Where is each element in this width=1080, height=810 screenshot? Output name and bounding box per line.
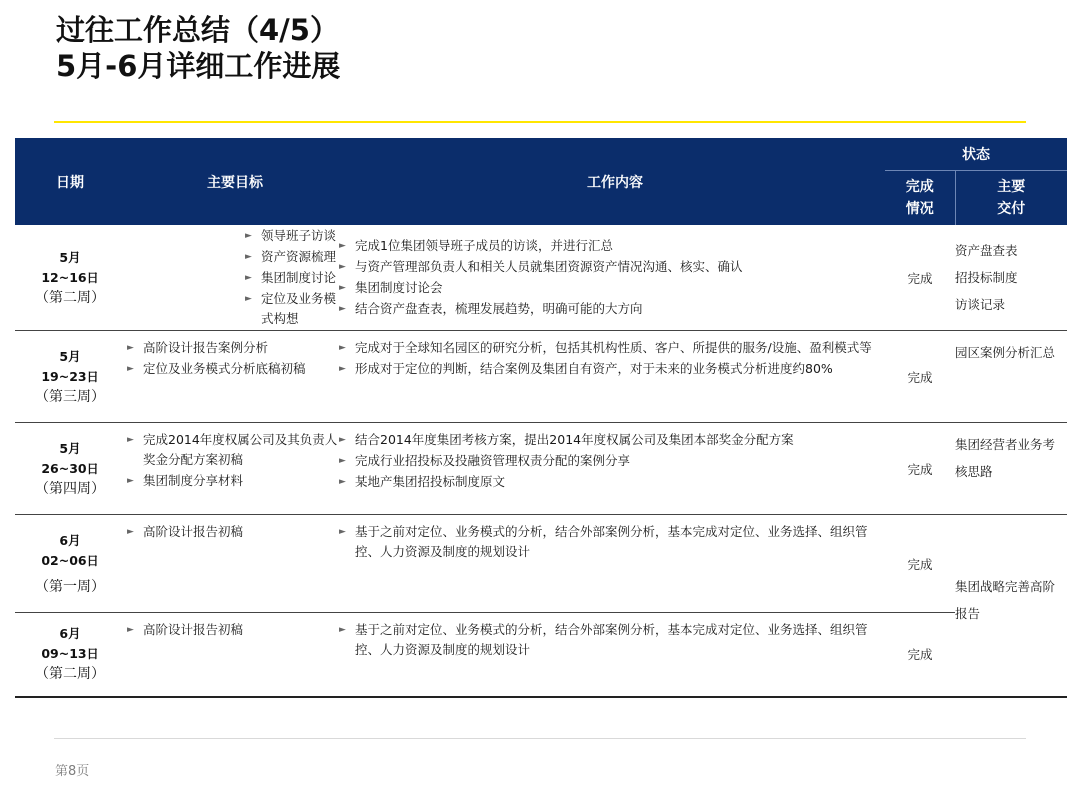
page-subtitle: 5月-6月详细工作进展	[56, 49, 341, 83]
list-item	[337, 522, 885, 562]
triangle-right-icon: ►	[339, 527, 346, 537]
list-item	[337, 338, 885, 358]
status-done: 完成	[885, 613, 955, 697]
date-range-line	[15, 367, 125, 387]
list-item	[243, 289, 345, 329]
content-text: 集团制度讨论会	[355, 280, 443, 295]
header-date: 日期	[15, 138, 125, 225]
triangle-right-icon: ►	[127, 364, 134, 374]
list-item	[337, 257, 885, 277]
list-item	[243, 268, 345, 288]
triangle-right-icon: ►	[127, 476, 134, 486]
content-cell	[339, 423, 885, 515]
progress-table	[15, 138, 1067, 698]
goal-text: 集团制度分享材料	[143, 473, 244, 488]
list-item	[243, 247, 345, 267]
content-cell	[339, 613, 885, 697]
list-item	[337, 278, 885, 298]
content-text: 基于之前对定位、业务模式的分析，结合外部案例分析，基本完成对定位、业务选择、组织管控、人力资源及制度的规划设计	[355, 524, 868, 559]
content-text: 完成行业招投标及投融资管理权责分配的案例分享	[355, 453, 631, 468]
status-done: 完成	[885, 423, 955, 515]
triangle-right-icon: ►	[245, 252, 252, 262]
triangle-right-icon: ►	[245, 231, 252, 241]
header-done-line1: 完成	[905, 179, 934, 195]
date-cell	[15, 613, 125, 697]
triangle-right-icon: ►	[339, 456, 346, 466]
date-range: 09~13	[41, 646, 87, 662]
date-range-line	[15, 644, 125, 664]
content-cell	[339, 331, 885, 423]
deliverable-item: 集团经营者业务考核思路	[955, 437, 1056, 479]
date-range: 26~30	[41, 460, 87, 476]
table-row	[15, 613, 1067, 697]
triangle-right-icon: ►	[339, 477, 346, 487]
date-range-line	[15, 268, 125, 288]
list-item	[337, 236, 885, 256]
header-done-line2: 情况	[905, 201, 934, 217]
triangle-right-icon: ►	[339, 283, 346, 293]
date-day-suffix: 日	[86, 270, 99, 285]
list-item	[125, 338, 345, 358]
list-item	[337, 451, 885, 471]
header-deliv-line1: 主要	[997, 179, 1026, 195]
page-title: 过往工作总结（4/5）	[56, 13, 339, 47]
list-item	[125, 430, 345, 470]
triangle-right-icon: ►	[339, 364, 346, 374]
goal-text: 高阶设计报告初稿	[143, 622, 244, 637]
date-week: （第一周）	[35, 578, 105, 595]
date-week: （第二周）	[35, 666, 105, 683]
page-number: 第8页	[55, 764, 90, 779]
list-item	[337, 299, 885, 319]
date-range: 02~06	[41, 552, 87, 568]
date-range-line	[15, 459, 125, 479]
date-range: 12~16	[41, 269, 87, 285]
triangle-right-icon: ►	[127, 435, 134, 445]
header-deliverables	[955, 171, 1067, 226]
list-item	[337, 430, 885, 450]
triangle-right-icon: ►	[339, 241, 346, 251]
goals-cell	[125, 613, 345, 697]
date-range: 19~23	[41, 368, 87, 384]
triangle-right-icon: ►	[127, 343, 134, 353]
content-text: 完成1位集团领导班子成员的访谈，并进行汇总	[355, 238, 613, 253]
triangle-right-icon: ►	[245, 294, 252, 304]
list-item	[337, 472, 885, 492]
list-item	[125, 359, 345, 379]
goal-text: 高阶设计报告案例分析	[143, 340, 269, 355]
date-cell	[15, 515, 125, 613]
date-week: （第三周）	[35, 388, 105, 405]
content-text: 结合资产盘查表，梳理发展趋势，明确可能的大方向	[355, 301, 643, 316]
footer-divider	[54, 738, 1026, 739]
status-done: 完成	[885, 331, 955, 423]
goals-cell	[125, 423, 345, 515]
date-range-line	[15, 551, 125, 571]
content-text: 完成对于全球知名园区的研究分析，包括其机构性质、客户、所提供的服务/设施、盈利模式等	[355, 340, 872, 355]
date-week: （第二周）	[35, 289, 105, 306]
title-block	[56, 12, 340, 84]
title-divider	[54, 121, 1026, 123]
goals-cell	[125, 225, 345, 331]
table-row	[15, 515, 1067, 613]
list-item	[125, 522, 345, 542]
date-month: 6月	[59, 532, 81, 548]
deliverables-cell	[955, 423, 1067, 515]
list-item	[125, 471, 345, 491]
content-cell	[339, 225, 885, 331]
date-week: （第四周）	[35, 480, 105, 497]
triangle-right-icon: ►	[339, 435, 346, 445]
date-month: 5月	[59, 348, 81, 364]
content-text: 形成对于定位的判断，结合案例及集团自有资产，对于未来的业务模式分析进度约80%	[355, 361, 833, 376]
table-row	[15, 331, 1067, 423]
date-month: 6月	[59, 626, 81, 642]
date-cell	[15, 225, 125, 331]
goals-cell	[125, 331, 345, 423]
deliverables-cell	[955, 225, 1067, 331]
date-day-suffix: 日	[86, 553, 99, 568]
header-done	[885, 171, 955, 226]
goal-text: 资产资源梳理	[261, 249, 337, 264]
deliverable-item: 资产盘查表	[955, 243, 1018, 258]
deliverables-cell	[955, 515, 1067, 697]
date-cell	[15, 331, 125, 423]
content-text: 与资产管理部负责人和相关人员就集团资源资产情况沟通、核实、确认	[355, 259, 743, 274]
deliverable-item: 园区案例分析汇总	[955, 345, 1056, 360]
table-row	[15, 423, 1067, 515]
triangle-right-icon: ►	[339, 343, 346, 353]
goal-text: 领导班子访谈	[261, 228, 337, 243]
date-day-suffix: 日	[86, 647, 99, 662]
triangle-right-icon: ►	[127, 527, 134, 537]
table-row	[15, 225, 1067, 331]
goal-text: 定位及业务模式分析底稿初稿	[143, 361, 306, 376]
goal-text: 完成2014年度权属公司及其负责人奖金分配方案初稿	[143, 432, 338, 467]
goal-text: 定位及业务模式构想	[261, 291, 337, 326]
content-text: 某地产集团招投标制度原文	[355, 474, 506, 489]
date-cell	[15, 423, 125, 515]
date-day-suffix: 日	[86, 369, 99, 384]
deliverable-item: 招投标制度	[955, 270, 1018, 285]
triangle-right-icon: ►	[127, 625, 134, 635]
triangle-right-icon: ►	[339, 304, 346, 314]
goal-text: 集团制度讨论	[261, 270, 337, 285]
header-content: 工作内容	[345, 138, 885, 225]
content-text: 基于之前对定位、业务模式的分析，结合外部案例分析，基本完成对定位、业务选择、组织管控、人力资源及制度的规划设计	[355, 622, 868, 657]
deliverable-item: 集团战略完善高阶报告	[955, 579, 1056, 622]
deliverable-item: 访谈记录	[955, 297, 1006, 312]
deliverables-cell	[955, 331, 1067, 423]
list-item	[243, 226, 345, 246]
header-status: 状态	[885, 138, 1067, 171]
content-text: 结合2014年度集团考核方案，提出2014年度权属公司及集团本部奖金分配方案	[355, 432, 794, 447]
content-cell	[339, 515, 885, 613]
goals-cell	[125, 515, 345, 613]
list-item	[337, 620, 885, 660]
list-item	[337, 359, 885, 379]
list-item	[125, 620, 345, 640]
goal-text: 高阶设计报告初稿	[143, 524, 244, 539]
triangle-right-icon: ►	[245, 273, 252, 283]
status-done: 完成	[885, 225, 955, 331]
triangle-right-icon: ►	[339, 625, 346, 635]
triangle-right-icon: ►	[339, 262, 346, 272]
date-day-suffix: 日	[86, 461, 99, 476]
status-done: 完成	[885, 515, 955, 613]
date-month: 5月	[59, 249, 81, 265]
header-deliv-line2: 交付	[997, 201, 1026, 217]
date-month: 5月	[59, 440, 81, 456]
header-goal: 主要目标	[125, 138, 345, 225]
